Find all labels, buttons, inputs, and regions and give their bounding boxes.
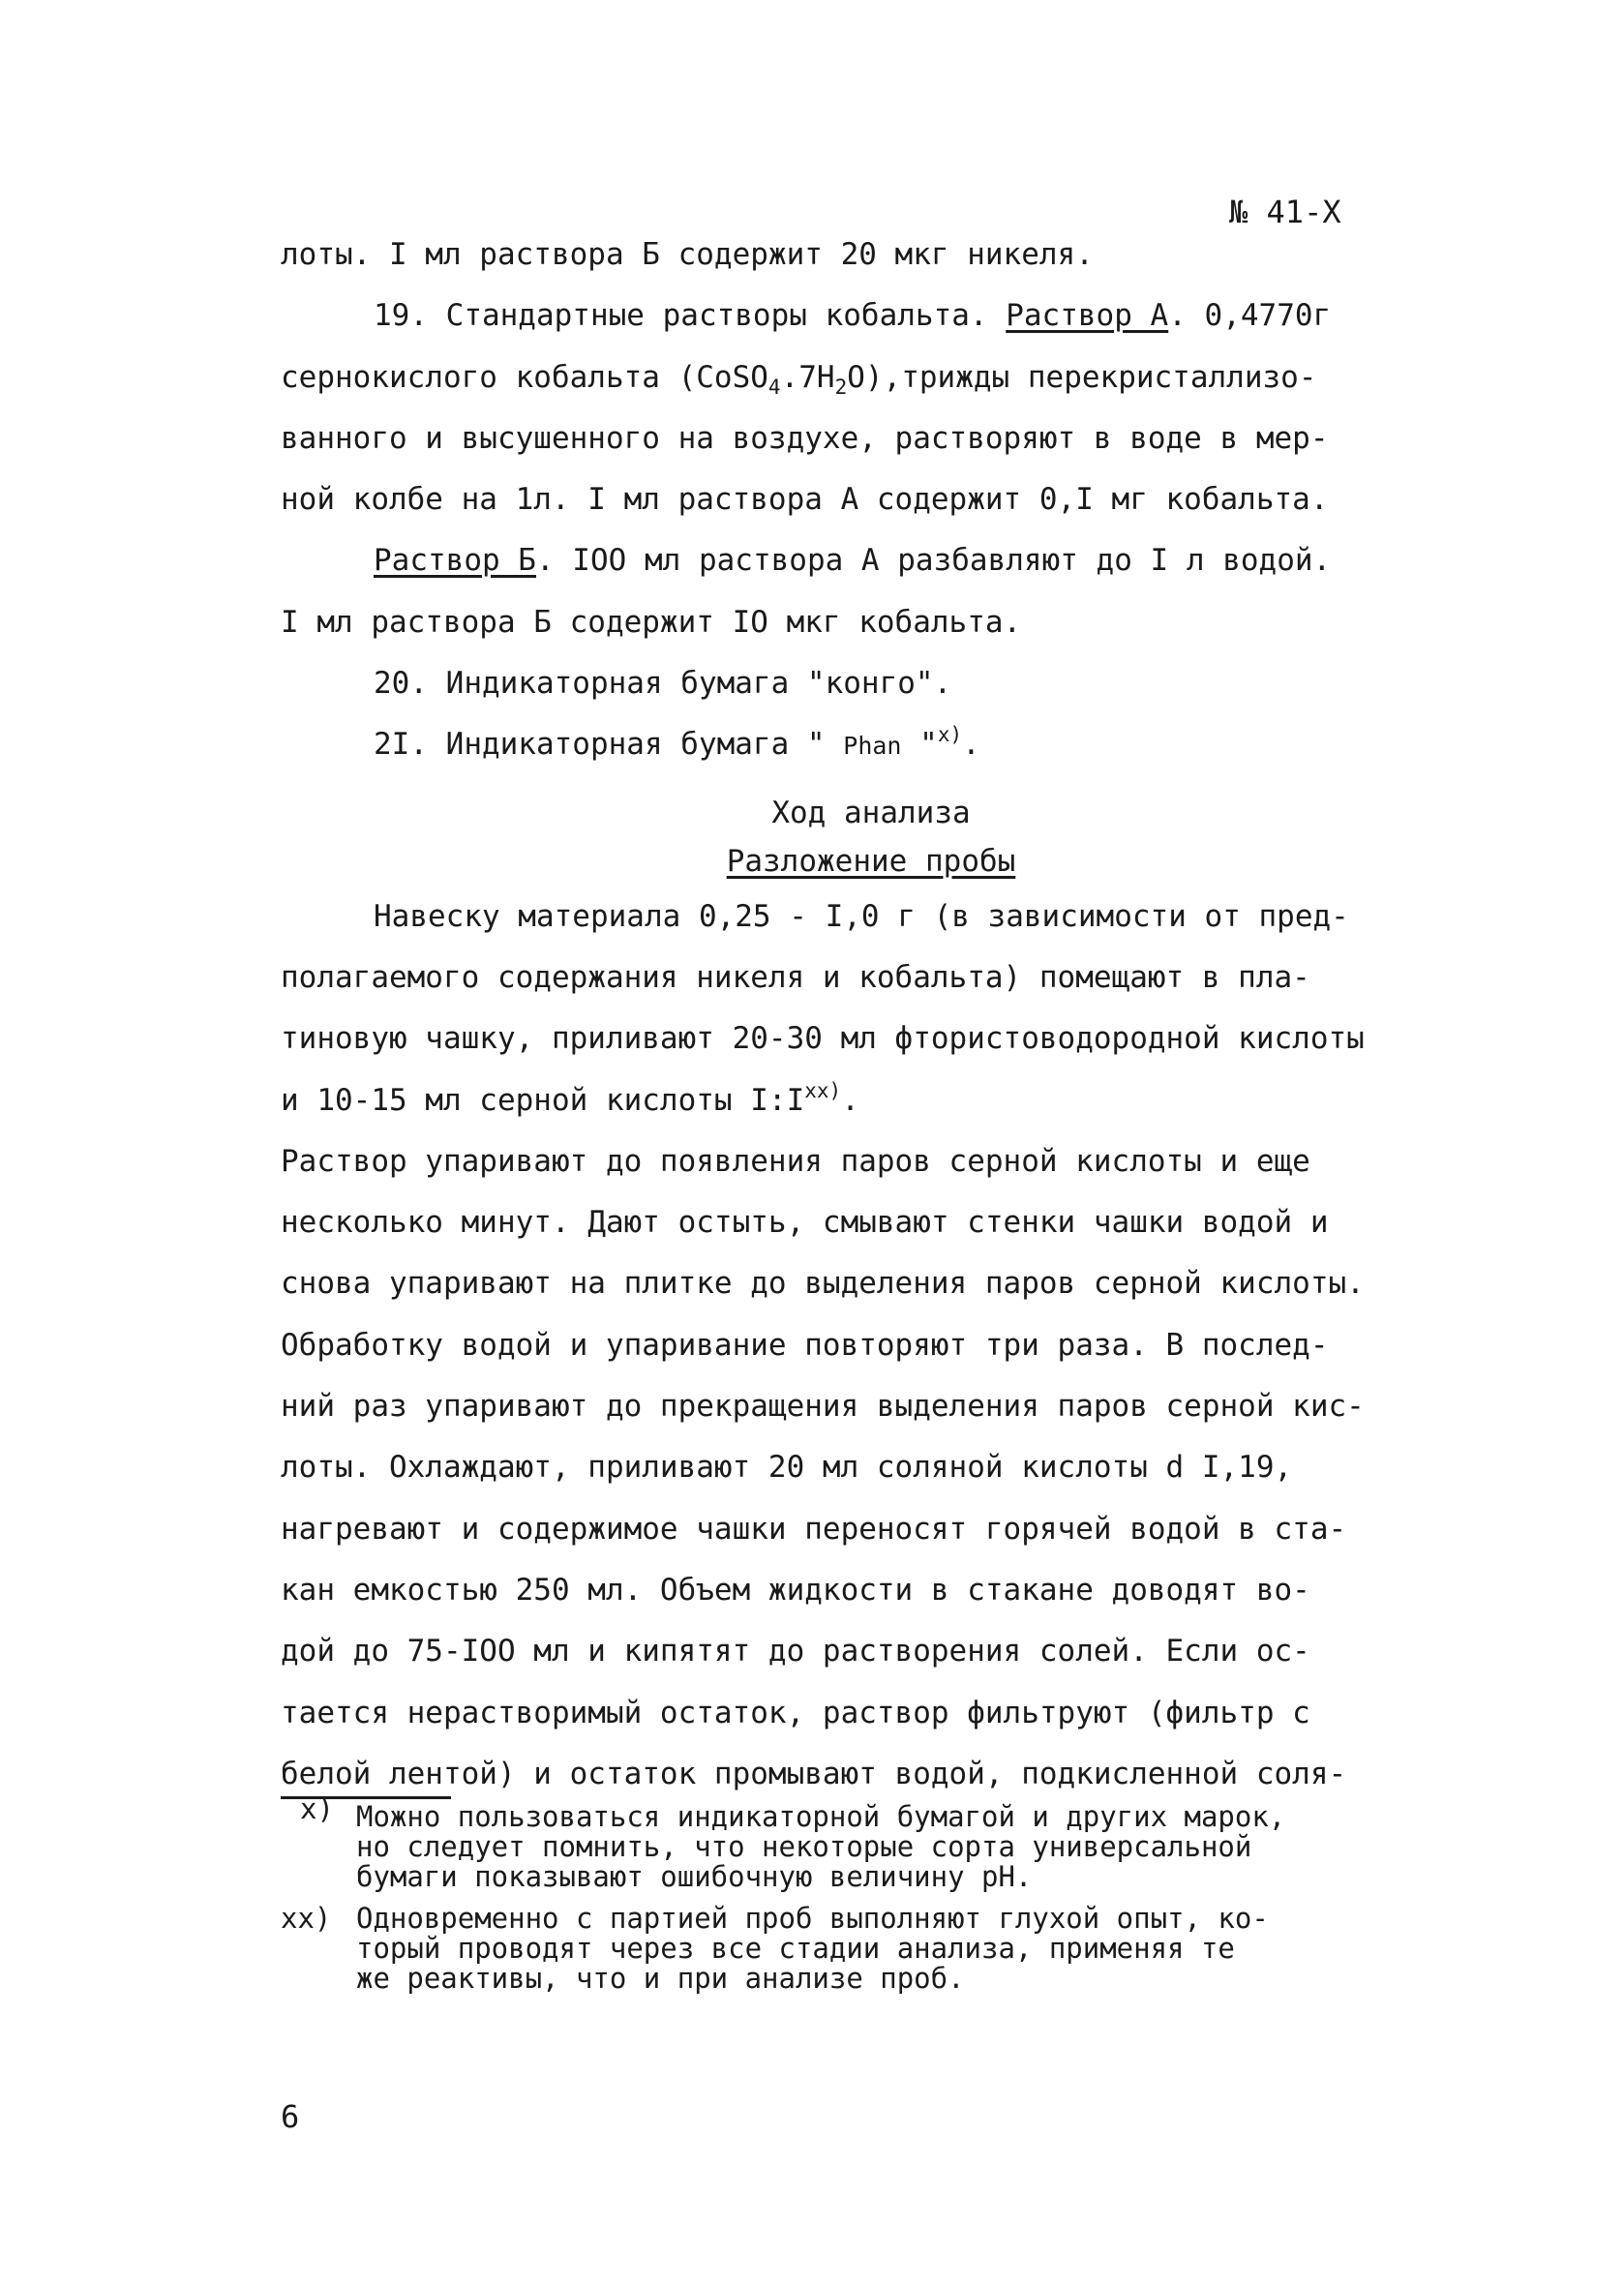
text-line: несколько минут. Дают остыть, смывают стенки чашки водой и — [281, 1205, 1329, 1241]
text-line: Обработку водой и упаривание повторяют три раза. В послед- — [281, 1327, 1329, 1363]
section-subheading: Разложение пробы — [726, 843, 1016, 879]
text-line: тается нерастворимый остаток, раствор фильтруют (фильтр с — [281, 1695, 1310, 1730]
footnote-ref: xx) — [804, 1078, 842, 1102]
page-number: 6 — [281, 2098, 300, 2135]
text-line: лоты. Охлаждают, приливают 20 мл соляной кислоты d I,19, — [281, 1450, 1293, 1486]
underlined-term: Раствор Б — [374, 543, 536, 579]
text-line: белой лентой) и остаток промывают водой, подкисленной соля- — [281, 1756, 1347, 1791]
footnote-ref: x) — [937, 723, 963, 747]
text-line: тиновую чашку, приливают 20-30 мл фтористоводородной кислоты — [281, 1021, 1365, 1057]
text-line: кан емкостью 250 мл. Объем жидкости в стакане доводят во- — [281, 1572, 1310, 1608]
footnote-mark: x) — [300, 1792, 334, 1825]
underlined-term: Раствор А — [1006, 298, 1169, 334]
text-line: и 10-15 мл серной кислоты $I:I^{xx)}$. — [281, 1078, 859, 1118]
text-line: 20. Индикаторная бумага "конго". — [374, 666, 952, 702]
text-line: снова упаривают на плитке до выделения паров серной кислоты. — [281, 1266, 1365, 1302]
footnote-text: Одновременно с партией проб выполняют глухой опыт, ко- торый проводят через все стадии анализа, применяя те же реактивы, что и при анализе проб. — [356, 1902, 1269, 1995]
footnotes — [281, 1792, 1403, 2005]
text-line: Раствор Б. IOO мл раствора А разбавляют до I л водой. — [374, 543, 1332, 579]
footnote — [281, 1792, 1403, 1893]
text-line: ной колбе на 1л. I мл раствора А содержит 0,I мг кобальта. — [281, 482, 1329, 518]
text-line: сернокислого кобальта $(CoSO_4.7H_2O),трижды$ перекристаллизо- — [281, 359, 1317, 399]
text-line: 19. Стандартные растворы кобальта. Раствор А. 0,4770г — [374, 298, 1332, 334]
section-heading: Ход анализа — [771, 795, 971, 830]
text-line: лоты. I мл раствора Б содержит 20 мкг никеля. — [281, 237, 1094, 272]
text-line: ний раз упаривают до прекращения выделения паров серной кис- — [281, 1389, 1365, 1425]
text-line: ванного и высушенного на воздухе, растворяют в воде в мер- — [281, 420, 1329, 456]
document-body — [281, 225, 1403, 1805]
phan-term: Phan — [843, 732, 902, 761]
footnote-mark: xx) — [281, 1902, 332, 1935]
text-line: 2I. Индикаторная бумага " Phan "$^{x)}$. — [374, 723, 980, 763]
text-line: дой до 75-IOO мл и кипятят до растворения солей. Если ос- — [281, 1634, 1310, 1669]
text-line: I мл раствора Б содержит IO мкг кобальта. — [281, 604, 1022, 640]
text-line: полагаемого содержания никеля и кобальта) помещают в пла- — [281, 959, 1310, 995]
footnote — [281, 1904, 1403, 1994]
text-line: Навеску материала 0,25 - I,0 г (в зависимости от пред- — [374, 898, 1349, 934]
text-line: нагревают и содержимое чашки переносят горячей водой в ста- — [281, 1511, 1347, 1547]
text-line: Раствор упаривают до появления паров серной кислоты и еще — [281, 1143, 1310, 1179]
footnote-text: Можно пользоваться индикаторной бумагой и других марок, но следует помнить, что некоторые сорта универсальной бумаги показывают ошибочную величину pH. — [356, 1800, 1286, 1893]
subscript: 4 — [767, 375, 781, 399]
document-number: № 41-Х — [1229, 194, 1341, 230]
subscript: 2 — [834, 375, 848, 399]
